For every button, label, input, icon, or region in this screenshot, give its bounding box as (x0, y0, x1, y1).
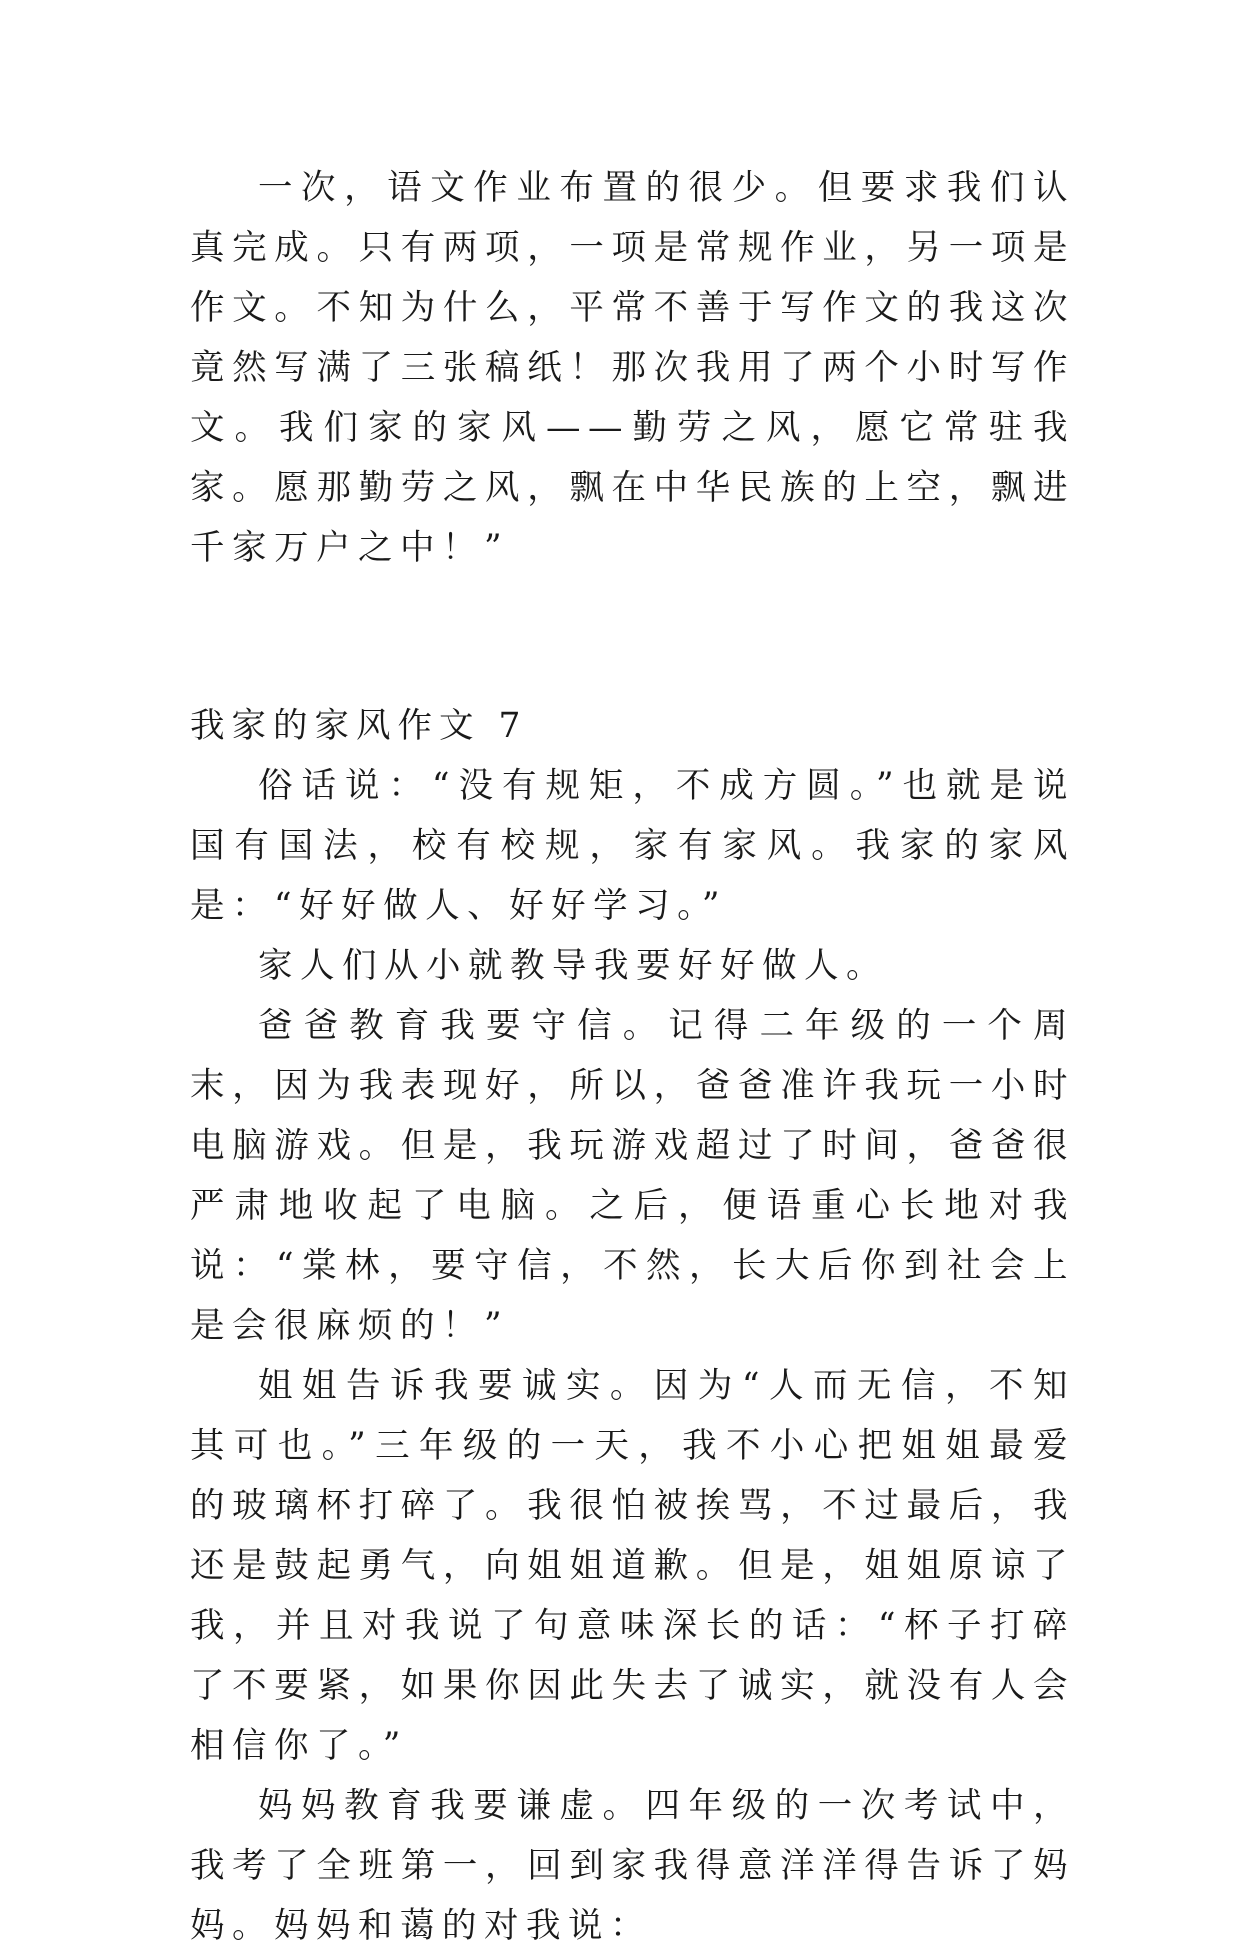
document-body (190, 158, 1075, 1956)
section-title: 我家的家风作文 7 (190, 706, 528, 746)
body-paragraph-4: 姐姐告诉我要诚实。因为“人而无信，不知其可也。”三年级的一天，我不小心把姐姐最爱的玻璃杯打碎了。我很怕被挨骂，不过最后，我还是鼓起勇气，向姐姐道歉。但是，姐姐原谅了我，并且对我说了句意味深长的话：“杯子打碎了不要紧，如果你因此失去了诚实，就没有人会相信你了。” (190, 1366, 1075, 1766)
body-paragraph-1: 俗话说：“没有规矩，不成方圆。”也就是说国有国法，校有校规，家有家风。我家的家风是：“好好做人、好好学习。” (190, 766, 1075, 926)
body-paragraph-2: 家人们从小就教导我要好好做人。 (258, 946, 888, 986)
body-paragraph-5: 妈妈教育我要谦虚。四年级的一次考试中，我考了全班第一，回到家我得意洋洋得告诉了妈妈。妈妈和蔼的对我说： (190, 1786, 1075, 1946)
body-paragraph-3: 爸爸教育我要守信。记得二年级的一个周末，因为我表现好，所以，爸爸准许我玩一小时电脑游戏。但是，我玩游戏超过了时间，爸爸很严肃地收起了电脑。之后，便语重心长地对我说：“棠林，要守信，不然，长大后你到社会上是会很麻烦的！” (190, 1006, 1075, 1346)
intro-paragraph: 一次，语文作业布置的很少。但要求我们认真完成。只有两项，一项是常规作业，另一项是作文。不知为什么，平常不善于写作文的我这次竟然写满了三张稿纸！那次我用了两个小时写作文。我们家的家风——勤劳之风，愿它常驻我家。愿那勤劳之风，飘在中华民族的上空，飘进千家万户之中！” (190, 168, 1075, 568)
